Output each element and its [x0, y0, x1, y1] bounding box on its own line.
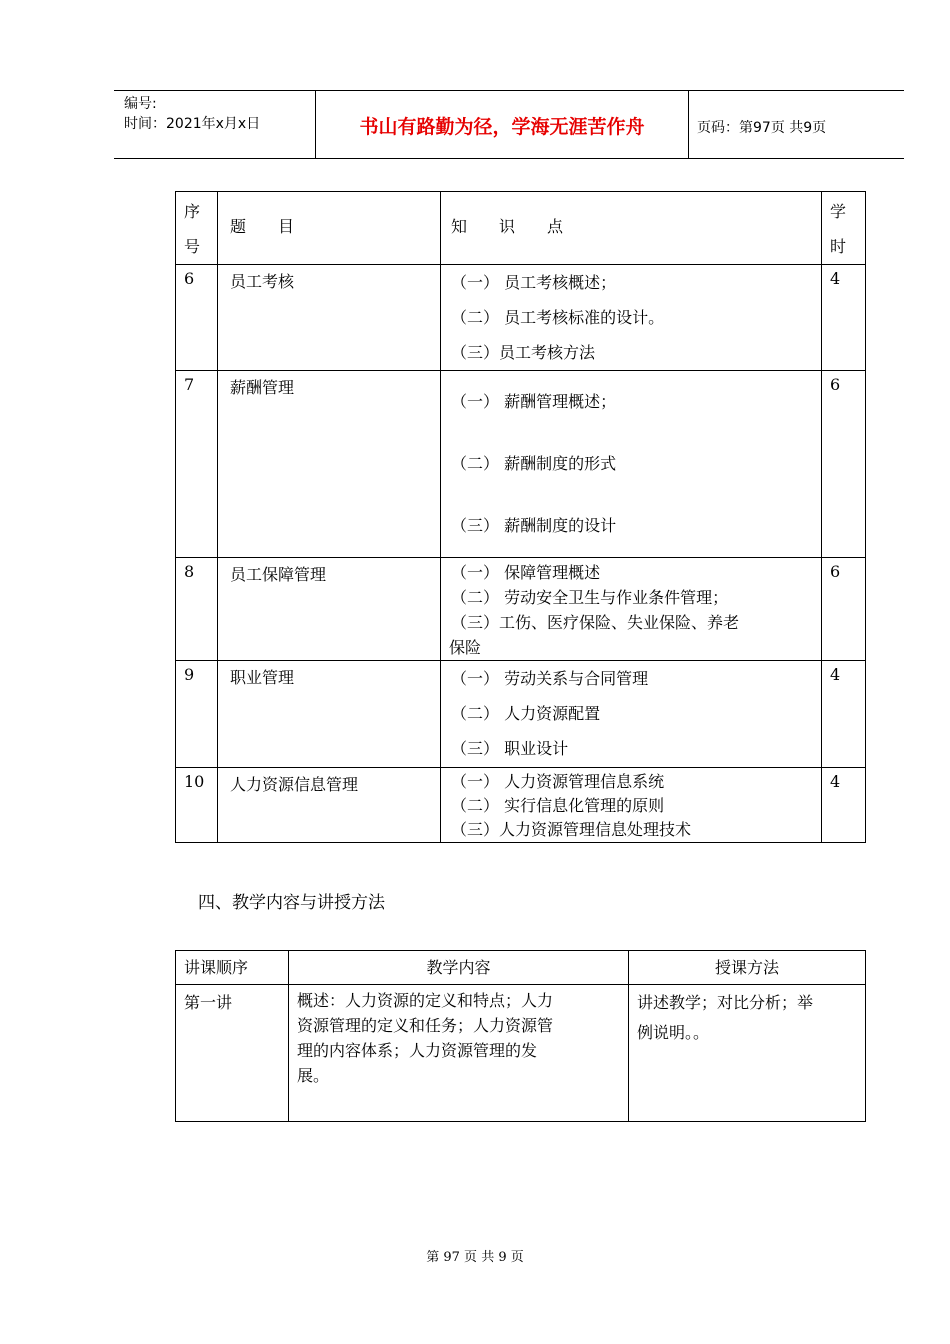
- point-item: （二） 实行信息化管理的原则: [451, 796, 665, 815]
- header-hours: [822, 192, 866, 265]
- point-item: （三）员工考核方法: [451, 343, 596, 362]
- row-seq: 6: [176, 265, 218, 371]
- row-seq: 7: [176, 371, 218, 558]
- point-item: （二） 员工考核标准的设计。: [451, 308, 665, 327]
- row-hours: 4: [822, 768, 866, 843]
- point-item: （三）人力资源管理信息处理技术: [451, 820, 692, 839]
- table-row: [176, 558, 866, 661]
- point-item: （一） 保障管理概述: [451, 563, 601, 582]
- table-row: [176, 265, 866, 371]
- header-content: 教学内容: [289, 951, 629, 985]
- point-item: （二） 人力资源配置: [451, 704, 601, 723]
- header-motto: 书山有路勤为径，学海无涯苦作舟: [359, 116, 645, 138]
- row-hours: 4: [822, 265, 866, 371]
- method-line: 讲述教学；对比分析；举: [637, 993, 814, 1012]
- row-hours: 6: [822, 558, 866, 661]
- method-line: 例说明。。: [637, 1023, 710, 1042]
- header-hours-line: 时: [830, 237, 847, 256]
- header-seq: [176, 192, 218, 265]
- point-item: （三） 薪酬制度的设计: [451, 516, 617, 535]
- point-item: （一） 人力资源管理信息系统: [451, 772, 665, 791]
- header-knowledge: 知 识 点: [441, 192, 822, 265]
- table-row: [176, 768, 866, 843]
- content-line: 概述：人力资源的定义和特点；人力: [297, 991, 554, 1010]
- row-points: [441, 265, 822, 371]
- row-points: [441, 768, 822, 843]
- lecture-order: 第一讲: [176, 985, 289, 1122]
- header-code-label: 编号:: [124, 96, 157, 112]
- point-item: （一） 劳动关系与合同管理: [451, 669, 649, 688]
- header-divider: [688, 90, 689, 158]
- teaching-table: [175, 950, 866, 1122]
- table-header-row: [176, 192, 866, 265]
- header-hours-line: 学: [830, 202, 847, 221]
- point-item: （一） 薪酬管理概述；: [451, 392, 617, 411]
- row-topic: 薪酬管理: [218, 371, 441, 558]
- row-topic: 职业管理: [218, 661, 441, 768]
- header-topic: 题 目: [218, 192, 441, 265]
- lecture-method: [629, 985, 866, 1122]
- table-row: [176, 661, 866, 768]
- section-title: 四、教学内容与讲授方法: [198, 893, 385, 913]
- teaching-row: [176, 985, 866, 1122]
- header-time-label: 时间：2021年x月x日: [124, 116, 261, 132]
- point-item: 保险: [449, 638, 482, 657]
- table-row: [176, 371, 866, 558]
- header-bottom-rule: [114, 158, 904, 159]
- point-item: （三）工伤、医疗保险、失业保险、养老: [451, 613, 740, 632]
- content-line: 展。: [297, 1066, 330, 1085]
- header-page-label: 页码：第97页 共9页: [697, 120, 827, 136]
- point-item: （一） 员工考核概述；: [451, 273, 617, 292]
- header-top-rule: [114, 90, 904, 91]
- teaching-header-row: [176, 951, 866, 985]
- header-order: 讲课顺序: [176, 951, 289, 985]
- point-item: （三） 职业设计: [451, 739, 569, 758]
- header-method: 授课方法: [629, 951, 866, 985]
- row-points: [441, 371, 822, 558]
- row-seq: 10: [176, 768, 218, 843]
- content-line: 资源管理的定义和任务；人力资源管: [297, 1016, 554, 1035]
- row-hours: 4: [822, 661, 866, 768]
- row-seq: 9: [176, 661, 218, 768]
- page-footer: 第 97 页 共 9 页: [426, 1250, 524, 1265]
- header-seq-line: 号: [184, 237, 201, 256]
- row-topic: 员工保障管理: [218, 558, 441, 661]
- header-seq-line: 序: [184, 202, 201, 221]
- course-table: [175, 191, 866, 843]
- content-line: 理的内容体系；人力资源管理的发: [297, 1041, 538, 1060]
- row-topic: 人力资源信息管理: [218, 768, 441, 843]
- row-points: [441, 661, 822, 768]
- row-points: [441, 558, 822, 661]
- point-item: （二） 劳动安全卫生与作业条件管理；: [451, 588, 729, 607]
- row-seq: 8: [176, 558, 218, 661]
- lecture-content: [289, 985, 629, 1122]
- point-item: （二） 薪酬制度的形式: [451, 454, 617, 473]
- row-hours: 6: [822, 371, 866, 558]
- row-topic: 员工考核: [218, 265, 441, 371]
